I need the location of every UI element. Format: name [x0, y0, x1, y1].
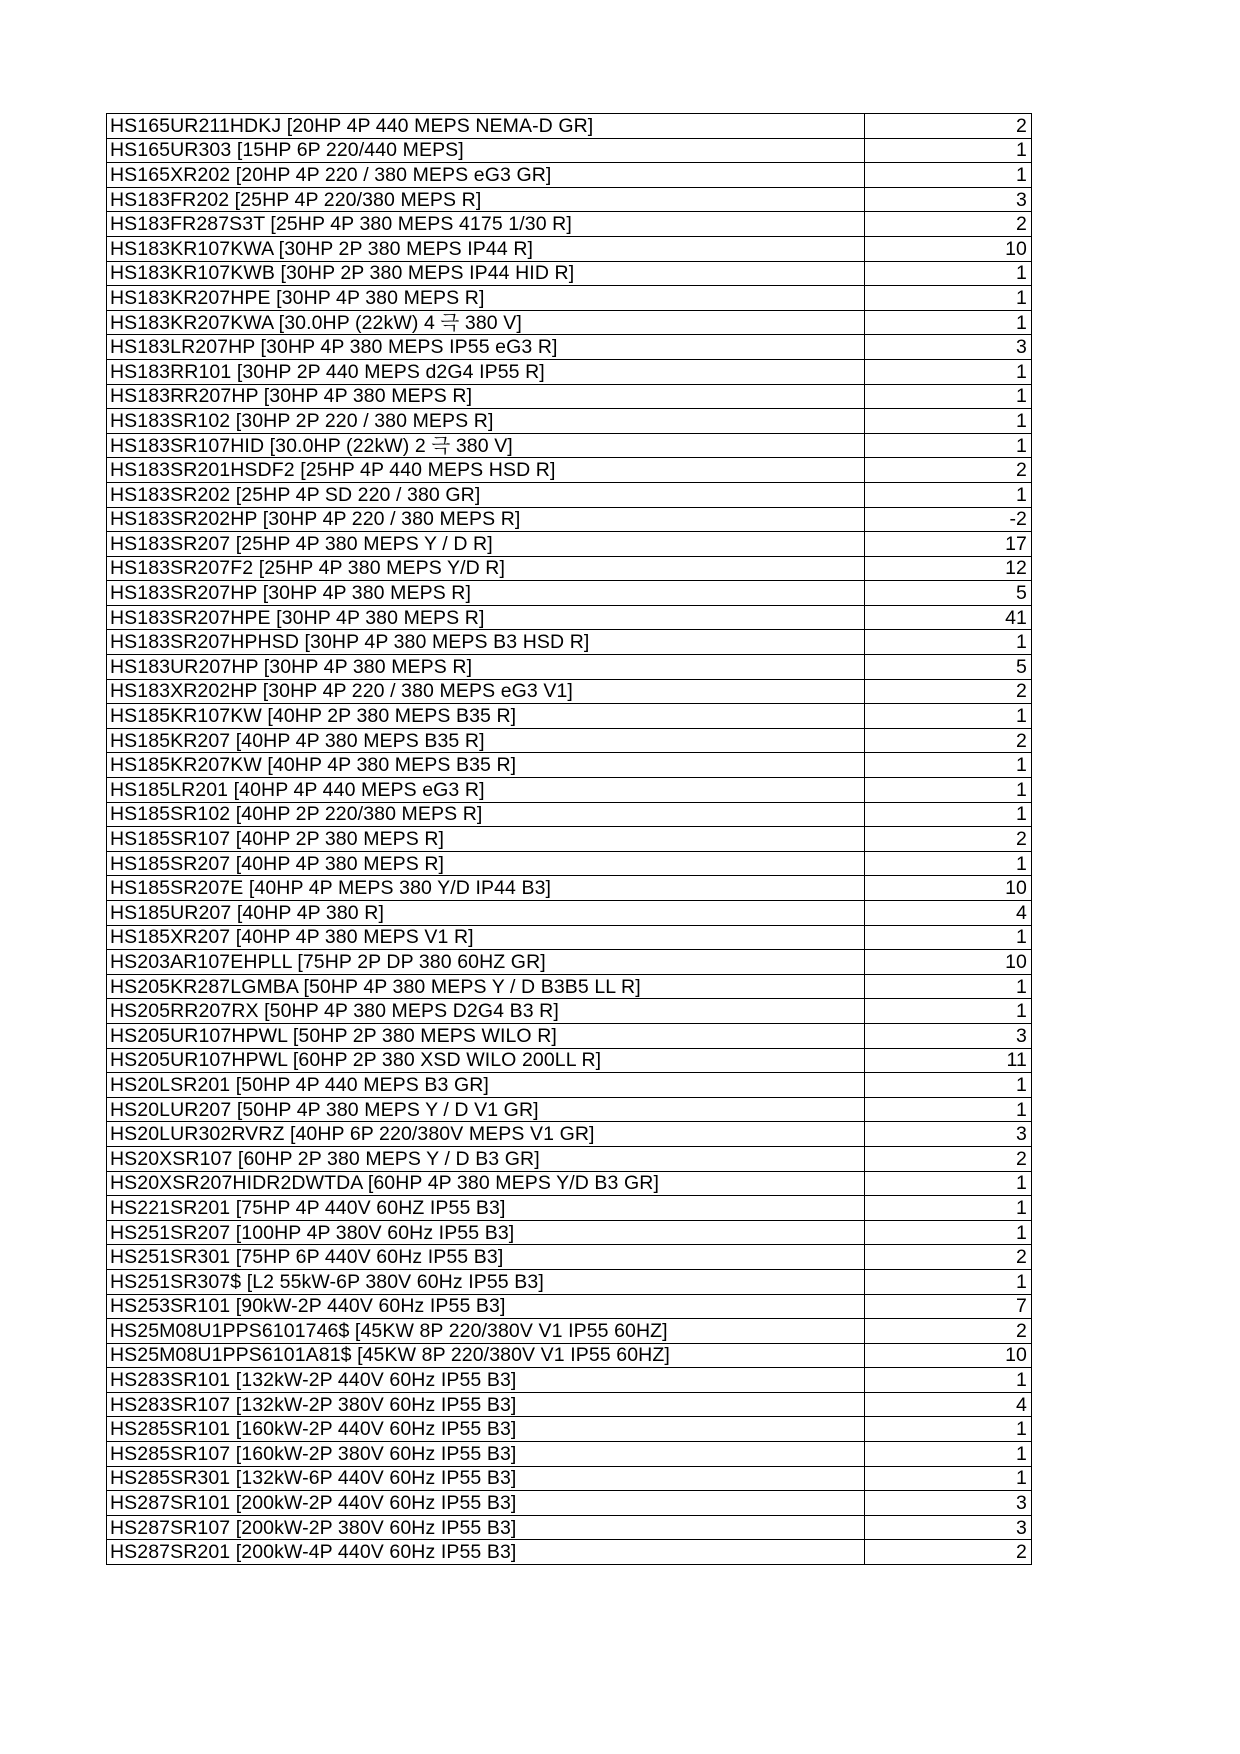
item-description-cell: HS183SR207F2 [25HP 4P 380 MEPS Y/D R] [107, 556, 865, 581]
item-description-cell: HS25M08U1PPS6101746$ [45KW 8P 220/380V V1 IP55 60HZ] [107, 1319, 865, 1344]
item-quantity-cell: 2 [865, 1540, 1032, 1565]
item-quantity-cell: 3 [865, 187, 1032, 212]
item-quantity-cell: 1 [865, 138, 1032, 163]
table-row [107, 1515, 1032, 1540]
item-quantity-cell: 1 [865, 286, 1032, 311]
item-quantity-cell: 2 [865, 1146, 1032, 1171]
item-description-cell: HS183XR202HP [30HP 4P 220 / 380 MEPS eG3 V1] [107, 679, 865, 704]
table-row [107, 1417, 1032, 1442]
item-description-cell: HS183SR107HID [30.0HP (22kW) 2 극 380 V] [107, 433, 865, 458]
item-description-cell: HS287SR107 [200kW-2P 380V 60Hz IP55 B3] [107, 1515, 865, 1540]
item-quantity-cell: 4 [865, 901, 1032, 926]
item-quantity-cell: 1 [865, 261, 1032, 286]
item-description-cell: HS183SR207HPHSD [30HP 4P 380 MEPS B3 HSD R] [107, 630, 865, 655]
item-description-cell: HS165UR211HDKJ [20HP 4P 440 MEPS NEMA-D GR] [107, 114, 865, 139]
table-row [107, 827, 1032, 852]
table-row [107, 286, 1032, 311]
item-quantity-cell: 2 [865, 1245, 1032, 1270]
item-description-cell: HS183FR202 [25HP 4P 220/380 MEPS R] [107, 187, 865, 212]
item-description-cell: HS185SR207E [40HP 4P MEPS 380 Y/D IP44 B3] [107, 876, 865, 901]
table-row [107, 409, 1032, 434]
table-row [107, 384, 1032, 409]
inventory-table-body [107, 114, 1032, 1565]
item-description-cell: HS183KR107KWA [30HP 2P 380 MEPS IP44 R] [107, 236, 865, 261]
table-row [107, 163, 1032, 188]
item-description-cell: HS183SR202 [25HP 4P SD 220 / 380 GR] [107, 482, 865, 507]
item-description-cell: HS251SR207 [100HP 4P 380V 60Hz IP55 B3] [107, 1220, 865, 1245]
item-description-cell: HS183KR207HPE [30HP 4P 380 MEPS R] [107, 286, 865, 311]
item-quantity-cell: 1 [865, 925, 1032, 950]
table-row [107, 1023, 1032, 1048]
table-row [107, 876, 1032, 901]
item-quantity-cell: 1 [865, 1097, 1032, 1122]
item-description-cell: HS205RR207RX [50HP 4P 380 MEPS D2G4 B3 R] [107, 999, 865, 1024]
table-row [107, 1491, 1032, 1516]
table-row [107, 974, 1032, 999]
item-description-cell: HS185KR207 [40HP 4P 380 MEPS B35 R] [107, 728, 865, 753]
item-description-cell: HS25M08U1PPS6101A81$ [45KW 8P 220/380V V1 IP55 60HZ] [107, 1343, 865, 1368]
item-description-cell: HS185KR207KW [40HP 4P 380 MEPS B35 R] [107, 753, 865, 778]
item-description-cell: HS20XSR107 [60HP 2P 380 MEPS Y / D B3 GR] [107, 1146, 865, 1171]
table-row [107, 1442, 1032, 1467]
item-quantity-cell: 1 [865, 802, 1032, 827]
item-description-cell: HS205UR107HPWL [60HP 2P 380 XSD WILO 200LL R] [107, 1048, 865, 1073]
table-row [107, 1196, 1032, 1221]
table-row [107, 1146, 1032, 1171]
table-row [107, 1319, 1032, 1344]
table-row [107, 433, 1032, 458]
item-quantity-cell: 2 [865, 827, 1032, 852]
item-quantity-cell: 3 [865, 1023, 1032, 1048]
table-row [107, 1466, 1032, 1491]
table-row [107, 605, 1032, 630]
table-row [107, 261, 1032, 286]
table-row [107, 679, 1032, 704]
item-quantity-cell: 5 [865, 655, 1032, 680]
table-row [107, 236, 1032, 261]
item-description-cell: HS205UR107HPWL [50HP 2P 380 MEPS WILO R] [107, 1023, 865, 1048]
item-description-cell: HS183RR101 [30HP 2P 440 MEPS d2G4 IP55 R] [107, 359, 865, 384]
table-row [107, 187, 1032, 212]
table-row [107, 1220, 1032, 1245]
item-quantity-cell: 1 [865, 433, 1032, 458]
item-quantity-cell: 4 [865, 1392, 1032, 1417]
item-quantity-cell: 41 [865, 605, 1032, 630]
item-quantity-cell: 1 [865, 851, 1032, 876]
item-description-cell: HS183SR102 [30HP 2P 220 / 380 MEPS R] [107, 409, 865, 434]
item-quantity-cell: 1 [865, 384, 1032, 409]
item-description-cell: HS183SR207HP [30HP 4P 380 MEPS R] [107, 581, 865, 606]
item-quantity-cell: 10 [865, 1343, 1032, 1368]
table-row [107, 212, 1032, 237]
item-quantity-cell: 11 [865, 1048, 1032, 1073]
item-quantity-cell: 2 [865, 728, 1032, 753]
item-quantity-cell: 1 [865, 1269, 1032, 1294]
item-quantity-cell: 1 [865, 1466, 1032, 1491]
table-row [107, 802, 1032, 827]
item-description-cell: HS20LUR207 [50HP 4P 380 MEPS Y / D V1 GR] [107, 1097, 865, 1122]
table-row [107, 851, 1032, 876]
table-row [107, 138, 1032, 163]
item-quantity-cell: 1 [865, 163, 1032, 188]
item-quantity-cell: 1 [865, 630, 1032, 655]
table-row [107, 458, 1032, 483]
item-description-cell: HS20LUR302RVRZ [40HP 6P 220/380V MEPS V1 GR] [107, 1122, 865, 1147]
item-description-cell: HS165UR303 [15HP 6P 220/440 MEPS] [107, 138, 865, 163]
item-description-cell: HS183KR207KWA [30.0HP (22kW) 4 극 380 V] [107, 310, 865, 335]
table-row [107, 1245, 1032, 1270]
table-row [107, 1392, 1032, 1417]
item-description-cell: HS20XSR207HIDR2DWTDA [60HP 4P 380 MEPS Y/D B3 GR] [107, 1171, 865, 1196]
table-row [107, 950, 1032, 975]
item-description-cell: HS205KR287LGMBA [50HP 4P 380 MEPS Y / D B3B5 LL R] [107, 974, 865, 999]
table-row [107, 482, 1032, 507]
item-description-cell: HS185SR207 [40HP 4P 380 MEPS R] [107, 851, 865, 876]
item-quantity-cell: 2 [865, 458, 1032, 483]
item-description-cell: HS20LSR201 [50HP 4P 440 MEPS B3 GR] [107, 1073, 865, 1098]
table-row [107, 778, 1032, 803]
item-quantity-cell: 1 [865, 974, 1032, 999]
table-row [107, 532, 1032, 557]
item-quantity-cell: 2 [865, 212, 1032, 237]
item-quantity-cell: 10 [865, 236, 1032, 261]
item-description-cell: HS285SR301 [132kW-6P 440V 60Hz IP55 B3] [107, 1466, 865, 1491]
item-description-cell: HS251SR301 [75HP 6P 440V 60Hz IP55 B3] [107, 1245, 865, 1270]
item-description-cell: HS283SR101 [132kW-2P 440V 60Hz IP55 B3] [107, 1368, 865, 1393]
table-row [107, 1073, 1032, 1098]
table-row [107, 704, 1032, 729]
item-quantity-cell: 3 [865, 335, 1032, 360]
item-quantity-cell: 5 [865, 581, 1032, 606]
table-row [107, 925, 1032, 950]
item-description-cell: HS221SR201 [75HP 4P 440V 60HZ IP55 B3] [107, 1196, 865, 1221]
table-row [107, 507, 1032, 532]
table-row [107, 359, 1032, 384]
item-description-cell: HS165XR202 [20HP 4P 220 / 380 MEPS eG3 GR] [107, 163, 865, 188]
item-quantity-cell: 1 [865, 1196, 1032, 1221]
item-quantity-cell: 2 [865, 679, 1032, 704]
item-quantity-cell: -2 [865, 507, 1032, 532]
table-row [107, 1097, 1032, 1122]
table-row [107, 335, 1032, 360]
item-description-cell: HS183SR207HPE [30HP 4P 380 MEPS R] [107, 605, 865, 630]
item-description-cell: HS285SR107 [160kW-2P 380V 60Hz IP55 B3] [107, 1442, 865, 1467]
item-description-cell: HS185XR207 [40HP 4P 380 MEPS V1 R] [107, 925, 865, 950]
table-row [107, 655, 1032, 680]
item-description-cell: HS183FR287S3T [25HP 4P 380 MEPS 4175 1/30 R] [107, 212, 865, 237]
item-quantity-cell: 10 [865, 876, 1032, 901]
item-description-cell: HS185SR107 [40HP 2P 380 MEPS R] [107, 827, 865, 852]
item-quantity-cell: 1 [865, 359, 1032, 384]
item-quantity-cell: 1 [865, 1368, 1032, 1393]
table-row [107, 1048, 1032, 1073]
item-quantity-cell: 3 [865, 1515, 1032, 1540]
table-row [107, 581, 1032, 606]
table-row [107, 1122, 1032, 1147]
table-row [107, 630, 1032, 655]
item-description-cell: HS251SR307$ [L2 55kW-6P 380V 60Hz IP55 B3] [107, 1269, 865, 1294]
item-description-cell: HS183KR107KWB [30HP 2P 380 MEPS IP44 HID R] [107, 261, 865, 286]
item-quantity-cell: 1 [865, 1417, 1032, 1442]
item-description-cell: HS183SR202HP [30HP 4P 220 / 380 MEPS R] [107, 507, 865, 532]
table-row [107, 310, 1032, 335]
item-quantity-cell: 1 [865, 1073, 1032, 1098]
item-description-cell: HS183SR207 [25HP 4P 380 MEPS Y / D R] [107, 532, 865, 557]
item-description-cell: HS287SR101 [200kW-2P 440V 60Hz IP55 B3] [107, 1491, 865, 1516]
item-quantity-cell: 1 [865, 704, 1032, 729]
item-quantity-cell: 1 [865, 1220, 1032, 1245]
item-description-cell: HS283SR107 [132kW-2P 380V 60Hz IP55 B3] [107, 1392, 865, 1417]
item-description-cell: HS183RR207HP [30HP 4P 380 MEPS R] [107, 384, 865, 409]
item-description-cell: HS203AR107EHPLL [75HP 2P DP 380 60HZ GR] [107, 950, 865, 975]
table-row [107, 1343, 1032, 1368]
table-row [107, 1540, 1032, 1565]
item-quantity-cell: 12 [865, 556, 1032, 581]
item-quantity-cell: 1 [865, 999, 1032, 1024]
item-quantity-cell: 1 [865, 753, 1032, 778]
item-description-cell: HS183SR201HSDF2 [25HP 4P 440 MEPS HSD R] [107, 458, 865, 483]
table-row [107, 114, 1032, 139]
item-description-cell: HS285SR101 [160kW-2P 440V 60Hz IP55 B3] [107, 1417, 865, 1442]
table-row [107, 1171, 1032, 1196]
table-row [107, 999, 1032, 1024]
item-quantity-cell: 3 [865, 1491, 1032, 1516]
item-quantity-cell: 2 [865, 114, 1032, 139]
item-description-cell: HS185SR102 [40HP 2P 220/380 MEPS R] [107, 802, 865, 827]
table-row [107, 1368, 1032, 1393]
item-description-cell: HS287SR201 [200kW-4P 440V 60Hz IP55 B3] [107, 1540, 865, 1565]
table-row [107, 901, 1032, 926]
inventory-table [106, 113, 1032, 1565]
item-quantity-cell: 10 [865, 950, 1032, 975]
item-quantity-cell: 17 [865, 532, 1032, 557]
item-quantity-cell: 1 [865, 778, 1032, 803]
table-row [107, 728, 1032, 753]
item-quantity-cell: 1 [865, 482, 1032, 507]
item-description-cell: HS253SR101 [90kW-2P 440V 60Hz IP55 B3] [107, 1294, 865, 1319]
item-quantity-cell: 1 [865, 310, 1032, 335]
table-row [107, 753, 1032, 778]
item-quantity-cell: 7 [865, 1294, 1032, 1319]
item-quantity-cell: 2 [865, 1319, 1032, 1344]
item-description-cell: HS183LR207HP [30HP 4P 380 MEPS IP55 eG3 R] [107, 335, 865, 360]
item-description-cell: HS183UR207HP [30HP 4P 380 MEPS R] [107, 655, 865, 680]
table-row [107, 1269, 1032, 1294]
item-description-cell: HS185LR201 [40HP 4P 440 MEPS eG3 R] [107, 778, 865, 803]
table-row [107, 556, 1032, 581]
item-quantity-cell: 1 [865, 409, 1032, 434]
item-description-cell: HS185KR107KW [40HP 2P 380 MEPS B35 R] [107, 704, 865, 729]
item-quantity-cell: 1 [865, 1442, 1032, 1467]
item-description-cell: HS185UR207 [40HP 4P 380 R] [107, 901, 865, 926]
item-quantity-cell: 1 [865, 1171, 1032, 1196]
table-row [107, 1294, 1032, 1319]
item-quantity-cell: 3 [865, 1122, 1032, 1147]
